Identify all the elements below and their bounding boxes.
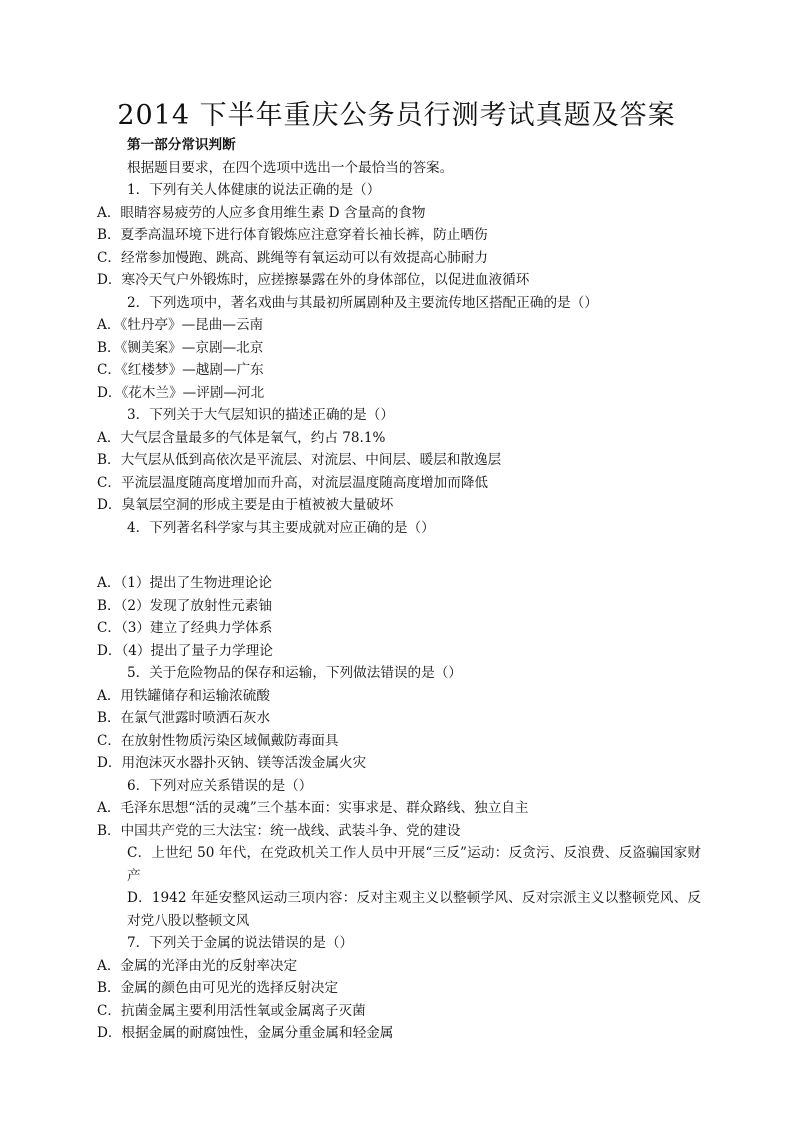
answer-option: C．（3）建立了经典力学体系 [97, 620, 273, 636]
answer-option: A．用铁罐储存和运输浓硫酸 [97, 687, 270, 704]
answer-option: D．臭氧层空洞的形成主要是由于植被被大量破坏 [97, 497, 394, 513]
answer-option: D．根据金属的耐腐蚀性，金属分重金属和轻金属 [97, 1025, 394, 1041]
answer-option: C．在放射性物质污染区域佩戴防毒面具 [97, 732, 339, 749]
document-body [97, 134, 701, 1045]
image-placeholder-gap [97, 539, 701, 572]
answer-option: B．大气层从低到高依次是平流层、对流层、中间层、暖层和散逸层 [97, 452, 502, 468]
answer-option: C．平流层温度随高度增加而升高，对流层温度随高度增加而降低 [97, 474, 489, 491]
answer-option: D．《花木兰》—评剧—河北 [97, 384, 265, 401]
question-stem: 5．关于危险物品的保存和运输，下列做法错误的是（） [127, 665, 462, 681]
question-stem: 1．下列有关人体健康的说法正确的是（） [127, 182, 381, 198]
answer-option: C．上世纪 50 年代，在党政机关工作人员中开展“三反”运动：反贪污、反浪费、反盗骗国家财产 [127, 845, 701, 884]
question-stem: 2．下列选项中，著名戏曲与其最初所属剧种及主要流传地区搭配正确的是（） [127, 294, 598, 311]
answer-option: C．经常参加慢跑、跳高、跳绳等有氧运动可以有效提高心肺耐力 [97, 249, 489, 266]
answer-option: C．《红楼梦》—越剧—广东 [97, 362, 264, 378]
answer-option: A．毛泽东思想“活的灵魂”三个基本面：实事求是、群众路线、独立自主 [97, 800, 529, 816]
answer-option: A．（1）提出了生物进理论论 [97, 575, 272, 591]
section-heading: 第一部分常识判断 [127, 137, 236, 153]
instruction-text: 根据题目要求，在四个选项中选出一个最恰当的答案。 [127, 159, 454, 176]
answer-option: D．1942 年延安整风运动三项内容：反对主观主义以整顿学风、反对宗派主义以整顿党风、反对党八股以整顿文风 [127, 890, 701, 929]
answer-option: B．在氯气泄露时喷洒石灰水 [97, 710, 271, 726]
document-title: 2014 下半年重庆公务员行测考试真题及答案 [117, 100, 676, 131]
question-stem: 6．下列对应关系错误的是（） [127, 777, 313, 794]
answer-option: A．金属的光泽由光的反射率决定 [97, 957, 298, 974]
answer-option: D．寒冷天气户外锻炼时，应搓擦暴露在外的身体部位，以促进血液循环 [97, 272, 530, 288]
answer-option: A．大气层含量最多的气体是氧气，约占 78.1% [97, 429, 386, 446]
answer-option: D．用泡沫灭水器扑灭钠、镁等活泼金属火灾 [97, 755, 367, 771]
question-stem: 4．下列著名科学家与其主要成就对应正确的是（） [127, 519, 435, 536]
question-stem: 7．下列关于金属的说法错误的是（） [127, 935, 354, 951]
answer-option: D．（4）提出了量子力学理论 [97, 642, 273, 659]
answer-option: B．中国共产党的三大法宝：统一战线、武装斗争、党的建设 [97, 822, 461, 839]
answer-option: B．（2）发现了放射性元素铀 [97, 597, 272, 614]
answer-option: B．金属的颜色由可见光的选择反射决定 [97, 980, 339, 996]
question-stem: 3．下列关于大气层知识的描述正确的是（） [127, 407, 394, 423]
answer-option: B．夏季高温环境下进行体育锻炼应注意穿着长袖长裤，防止晒伤 [97, 227, 488, 243]
answer-option: A．眼睛容易疲劳的人应多食用维生素 D 含量高的食物 [97, 204, 426, 221]
answer-option: B．《铡美案》—京剧—北京 [97, 339, 264, 356]
answer-option: C．抗菌金属主要利用活性氧或金属离子灭菌 [97, 1002, 366, 1019]
answer-option: A．《牡丹亭》—昆曲—云南 [97, 317, 264, 333]
